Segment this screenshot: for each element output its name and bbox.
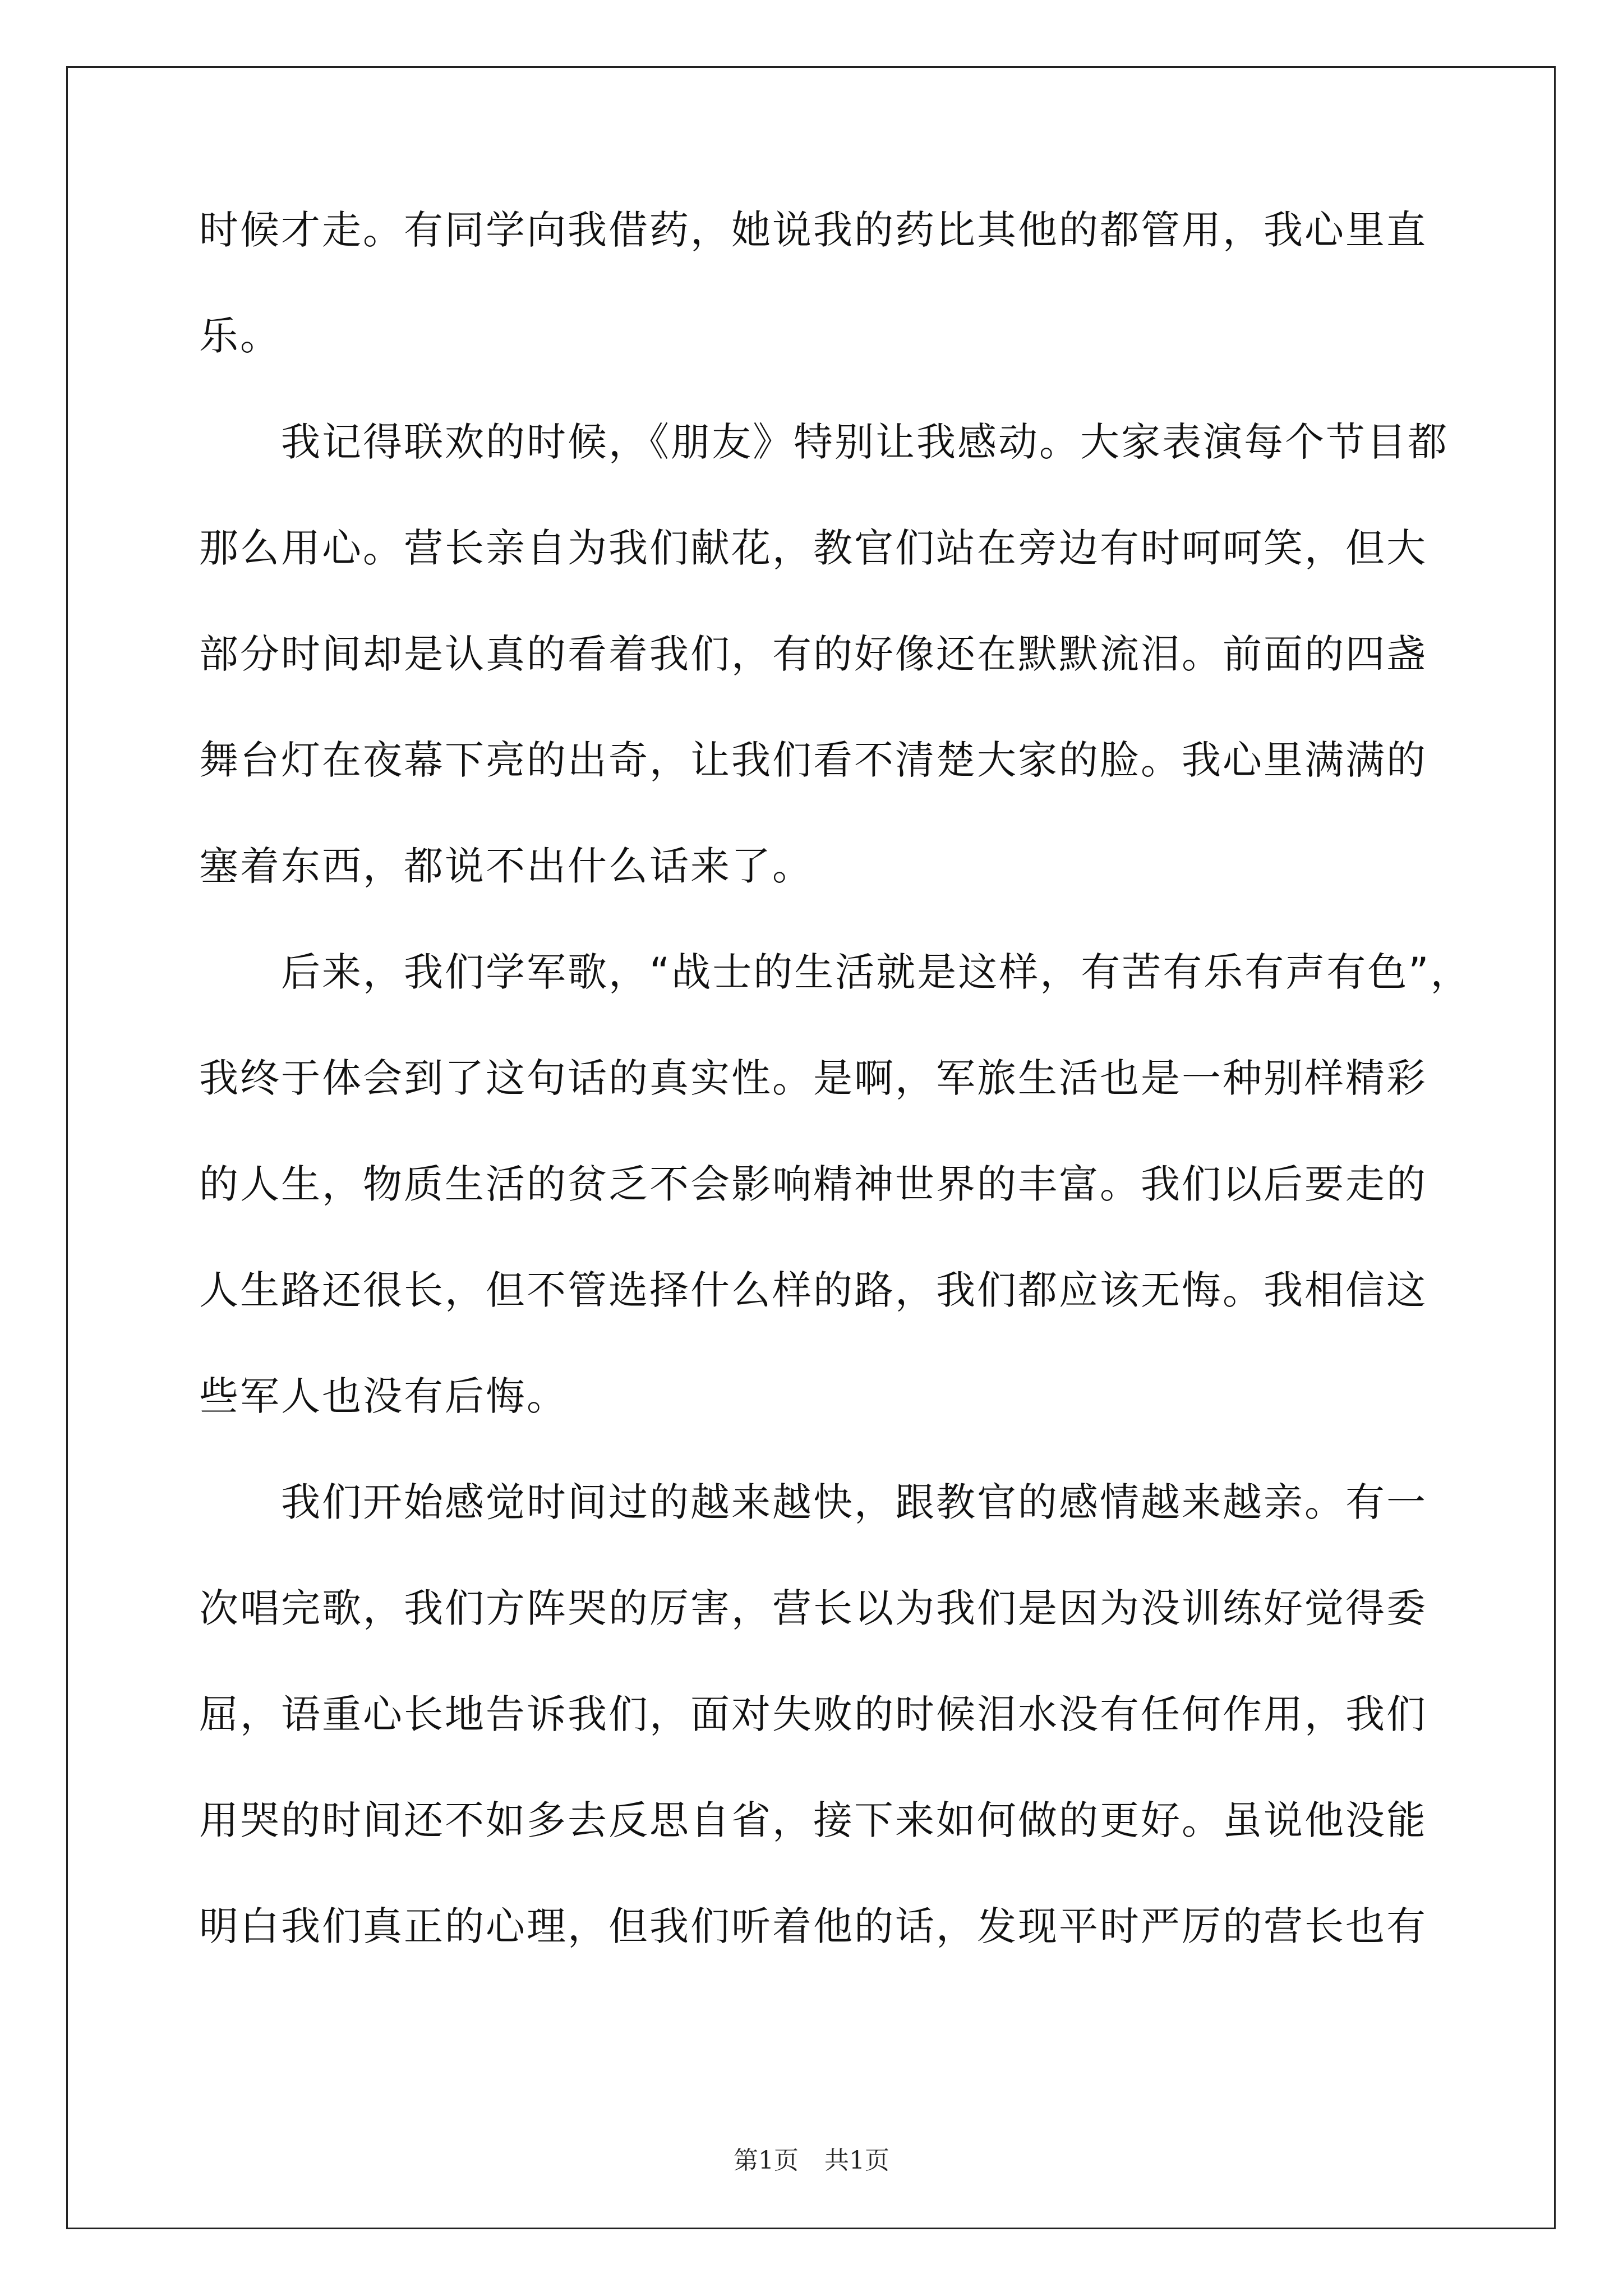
text-line: 屈，语重心长地告诉我们，面对失败的时候泪水没有任何作用，我们 [199, 1691, 1427, 1737]
paragraph-start-line: 我记得联欢的时候，《朋友》特别让我感动。大家表演每个节目都 [281, 419, 1449, 465]
text-line: 那么用心。营长亲自为我们献花，教官们站在旁边有时呵呵笑，但大 [199, 525, 1427, 571]
text-line: 些军人也没有后悔。 [199, 1373, 568, 1419]
text-line: 用哭的时间还不如多去反思自省，接下来如何做的更好。虽说他没能 [199, 1797, 1427, 1843]
text-line: 部分时间却是认真的看着我们，有的好像还在默默流泪。前面的四盏 [199, 631, 1427, 677]
paragraph-start-line: 我们开始感觉时间过的越来越快，跟教官的感情越来越亲。有一 [281, 1479, 1427, 1525]
text-line: 的人生，物质生活的贫乏不会影响精神世界的丰富。我们以后要走的 [199, 1161, 1427, 1207]
page-total: 共1页 [824, 2146, 889, 2175]
page-footer [0, 2148, 1623, 2173]
text-line: 乐。 [199, 313, 281, 359]
text-line: 我终于体会到了这句话的真实性。是啊，军旅生活也是一种别样精彩 [199, 1055, 1427, 1101]
document-body [199, 207, 1472, 2013]
paragraph-start-line: 后来，我们学军歌，“战士的生活就是这样，有苦有乐有声有色”， [281, 949, 1472, 995]
text-line: 时候才走。有同学向我借药，她说我的药比其他的都管用，我心里直 [199, 207, 1427, 253]
text-line: 次唱完歌，我们方阵哭的厉害，营长以为我们是因为没训练好觉得委 [199, 1585, 1427, 1631]
page-number: 第1页 [734, 2146, 799, 2175]
text-line: 明白我们真正的心理，但我们听着他的话，发现平时严厉的营长也有 [199, 1903, 1427, 1949]
text-line: 塞着东西，都说不出什么话来了。 [199, 843, 813, 889]
text-line: 人生路还很长，但不管选择什么样的路，我们都应该无悔。我相信这 [199, 1267, 1427, 1313]
text-line: 舞台灯在夜幕下亮的出奇，让我们看不清楚大家的脸。我心里满满的 [199, 737, 1427, 783]
